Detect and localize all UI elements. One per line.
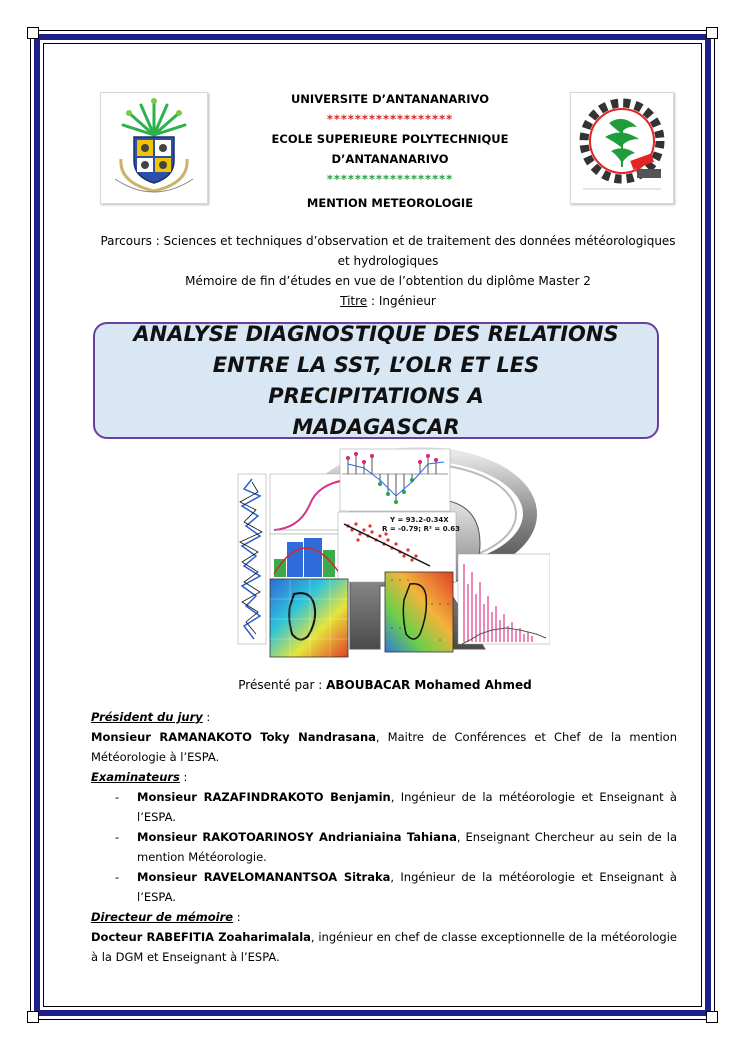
diploma-line: Mémoire de fin d’études en vue de l’obtention du diplôme Master 2 <box>185 274 591 288</box>
presented-by-prefix: Présenté par : <box>238 678 327 692</box>
presented-by <box>90 678 680 692</box>
director-entry <box>91 927 677 967</box>
thesis-title <box>116 319 636 443</box>
regression-coefficients: R = -0.79; R² = 0.63 <box>382 525 461 533</box>
regression-equation: Y = 93.2-0.34X <box>390 516 449 524</box>
examiner-item <box>115 827 677 867</box>
director-heading-line <box>91 907 677 927</box>
university-seal-icon <box>101 93 207 203</box>
thesis-title-line1: ANALYSE DIAGNOSTIQUE DES RELATIONS <box>133 321 619 346</box>
titre-line <box>88 291 688 311</box>
director-description: , ingénieur en chef de classe exceptionnelle de la météorologie à la DGM et Enseignant à l’ESPA. <box>91 930 677 964</box>
school-name-line2: D’ANTANANARIVO <box>331 152 449 166</box>
cover-illustration <box>230 444 550 669</box>
examiner-name: Monsieur RAZAFINDRAKOTO Benjamin <box>137 790 391 804</box>
university-logo <box>100 92 208 204</box>
stars-separator-red: ****************** <box>326 112 454 126</box>
parcours-line: Parcours : Sciences et techniques d’observation et de traitement des données météorologiques <box>100 234 676 248</box>
list-dash: - <box>115 830 120 844</box>
border-corner-bottom-left <box>27 1011 39 1023</box>
school-name-line1: ECOLE SUPERIEURE POLYTECHNIQUE <box>271 132 509 146</box>
president-entry <box>91 727 677 767</box>
university-name: UNIVERSITE D’ANTANANARIVO <box>290 92 490 106</box>
author-name: ABOUBACAR Mohamed Ahmed <box>326 678 532 692</box>
director-name: Docteur RABEFITIA Zoaharimalala <box>91 930 311 944</box>
thesis-title-box <box>93 322 659 439</box>
titre-value: : Ingénieur <box>367 294 436 308</box>
data-collage-image <box>230 444 550 669</box>
heading-colon: : <box>202 710 211 724</box>
president-name: Monsieur RAMANAKOTO Toky Nandrasana <box>91 730 376 744</box>
president-description: , Maitre de Conférences et Chef de la mention Météorologie à l’ESPA. <box>91 730 677 764</box>
examiner-description: , Enseignant Chercheur au sein de la mention Météorologie. <box>137 830 677 864</box>
parcours-line-continued: et hydrologiques <box>337 254 439 268</box>
border-corner-top-right <box>706 27 718 39</box>
examiner-description: , Ingénieur de la météorologie et Enseignant à l’ESPA. <box>137 870 677 904</box>
list-dash: - <box>115 870 120 884</box>
president-heading: Président du jury <box>91 710 203 724</box>
examiners-heading-line <box>91 767 677 787</box>
border-corner-top-left <box>27 27 39 39</box>
mention-label: MENTION METEOROLOGIE <box>306 196 474 210</box>
thesis-title-line3: MADAGASCAR <box>292 414 460 439</box>
thesis-title-line2: ENTRE LA SST, L’OLR ET LES PRECIPITATIONS A <box>212 352 540 408</box>
heading-colon: : <box>233 910 241 924</box>
examiners-heading: Examinateurs <box>91 770 180 784</box>
espa-logo <box>570 92 674 204</box>
parcours-block <box>88 231 688 311</box>
director-heading: Directeur de mémoire <box>91 910 234 924</box>
list-dash: - <box>115 790 120 804</box>
jury-section <box>91 707 677 967</box>
examiner-name: Monsieur RAVELOMANANTSOA Sitraka <box>137 870 391 884</box>
espa-gear-icon <box>571 93 673 203</box>
examiner-name: Monsieur RAKOTOARINOSY Andrianiaina Tahiana <box>137 830 457 844</box>
examiners-list <box>91 787 677 907</box>
examiner-description: , Ingénieur de la météorologie et Enseignant à l’ESPA. <box>137 790 677 824</box>
examiner-item <box>115 867 677 907</box>
border-corner-bottom-right <box>706 1011 718 1023</box>
examiner-item <box>115 787 677 827</box>
stars-separator-green: ****************** <box>326 172 454 186</box>
president-heading-line <box>91 707 677 727</box>
institution-header <box>230 89 550 213</box>
heading-colon: : <box>179 770 188 784</box>
titre-label: Titre <box>340 294 368 308</box>
